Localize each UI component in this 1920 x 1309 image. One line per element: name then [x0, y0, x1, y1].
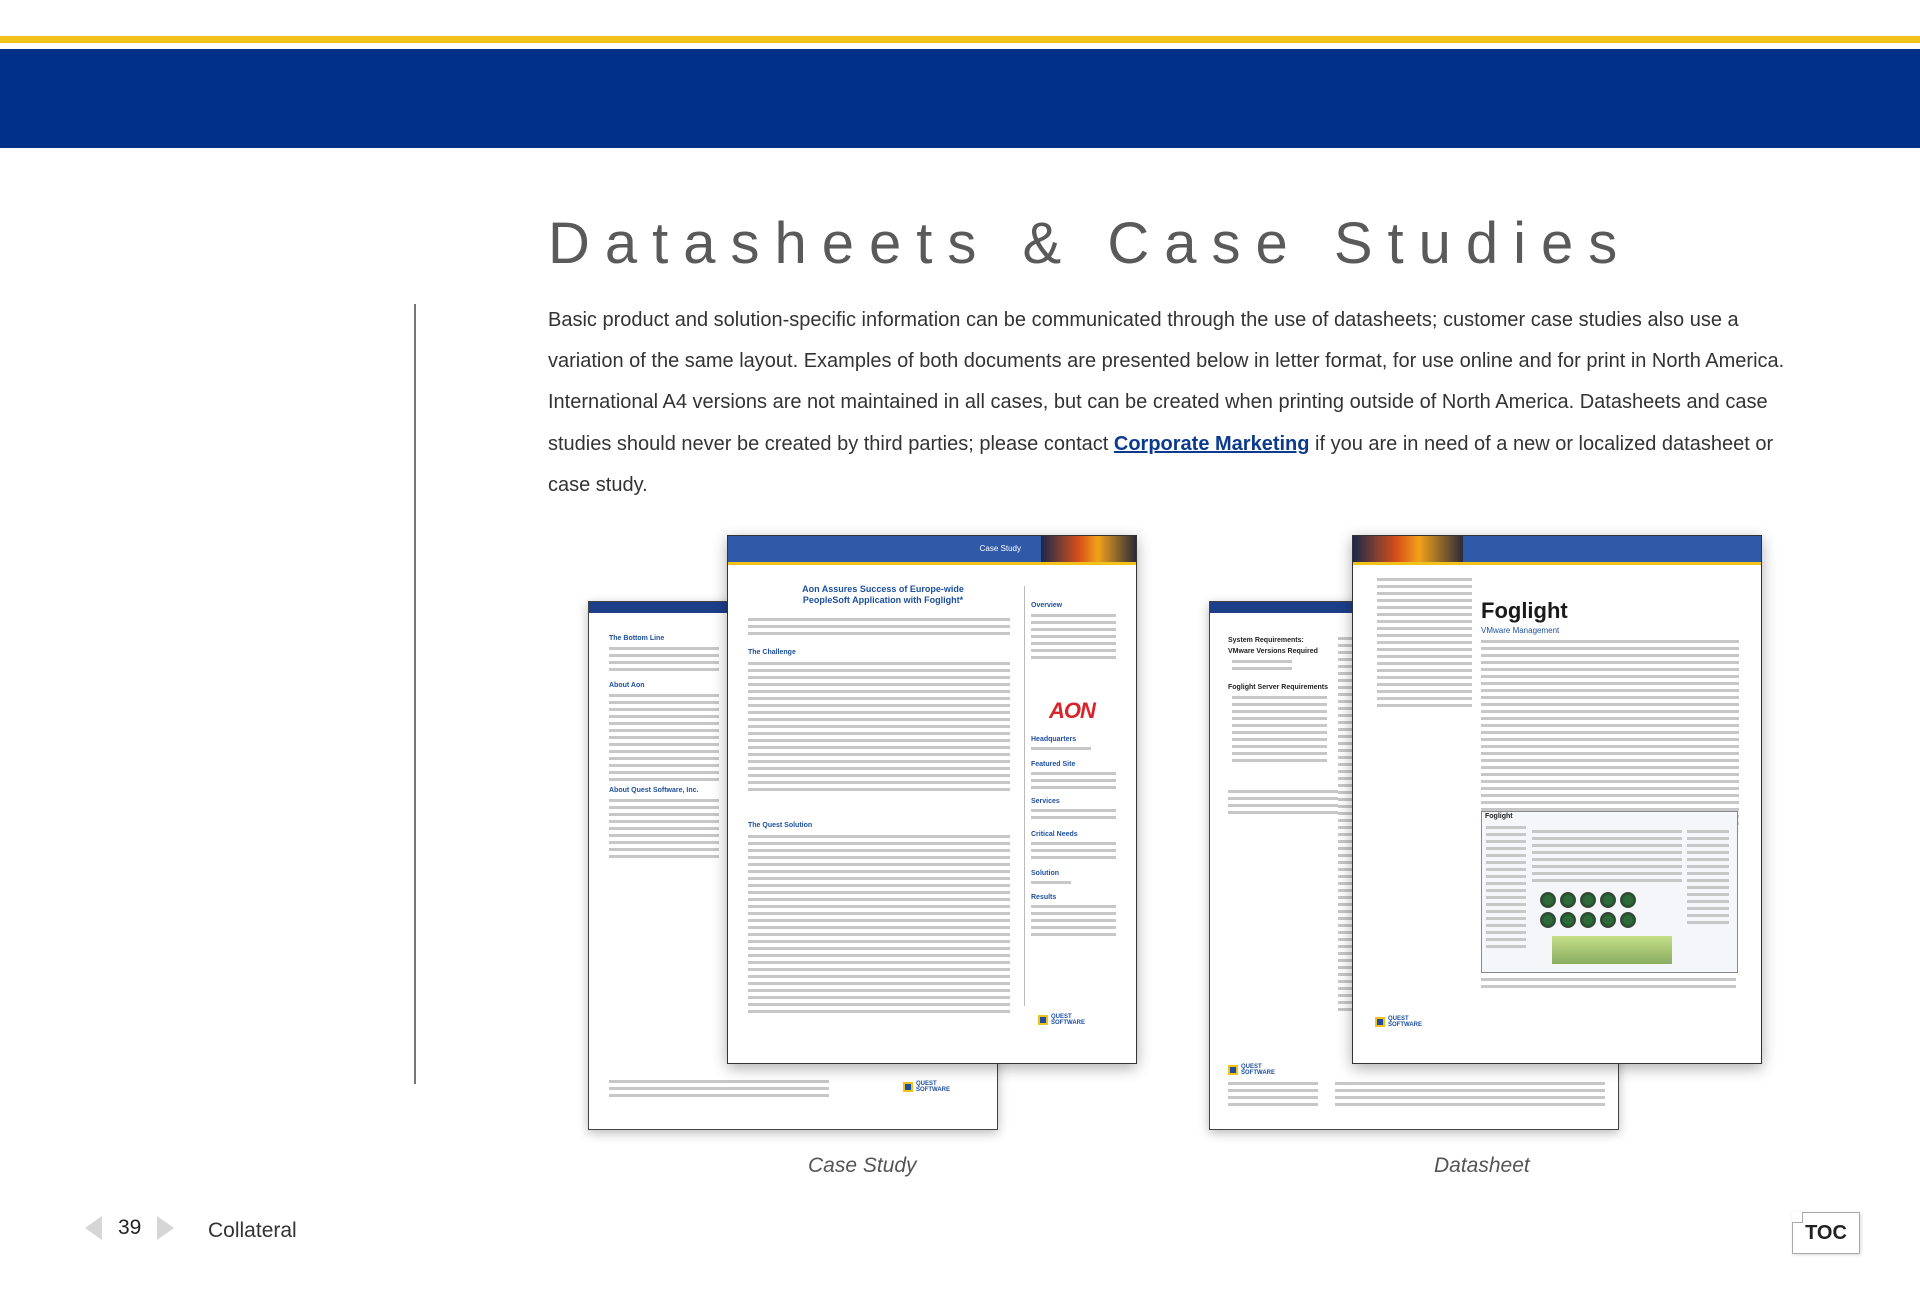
side-services: Services: [1031, 798, 1060, 805]
footer-text: [1335, 1082, 1605, 1110]
header-blue-band: [0, 49, 1920, 148]
logo-line-1: QUEST: [1388, 1016, 1409, 1022]
product-screenshot: [1481, 811, 1738, 973]
logo-line-1: QUEST: [1241, 1064, 1262, 1070]
aon-logo: AON: [1049, 698, 1095, 723]
bullet-list: [1377, 578, 1472, 711]
quest-software-logo: [903, 1081, 950, 1093]
gauge-icon: [1600, 912, 1616, 928]
logo-line-1: QUEST: [1051, 1014, 1072, 1020]
footer-text: [1228, 1082, 1318, 1110]
datasheet-front-page: [1352, 535, 1762, 1064]
header-photo: [1353, 536, 1463, 562]
text-block: [1228, 790, 1338, 818]
gauge-icon: [1580, 912, 1596, 928]
screenshot-caption: [1481, 978, 1736, 992]
quest-software-logo: [1038, 1014, 1085, 1026]
quest-software-logo: [1375, 1016, 1422, 1028]
side-overview: Overview: [1031, 602, 1063, 609]
logo-line-2: SOFTWARE: [916, 1087, 950, 1093]
screenshot-title: Foglight: [1485, 813, 1513, 820]
product-subtitle: VMware Management: [1481, 626, 1560, 635]
logo-line-2: SOFTWARE: [1388, 1022, 1422, 1028]
body-text: [748, 662, 1010, 795]
page-number: 39: [118, 1216, 142, 1239]
logo-line-2: SOFTWARE: [1051, 1020, 1085, 1026]
heading-challenge: The Challenge: [748, 649, 796, 656]
datasheet-caption: Datasheet: [1434, 1154, 1530, 1177]
intro-text-1: Basic product and solution-specific information can be communicated through the use of datasheets; customer case studies also use a variation of the same layout. Examples of both documents are presented below in letter format, for use online and for print in North America. International A4 versions are not maintained in all cases, but can be created when printing outside of North America. Datasheets and case studies should never be created by third parties; please contact: [548, 309, 1785, 455]
text-block: [609, 647, 719, 675]
gauge-icon: [1560, 912, 1576, 928]
pager: [85, 1216, 174, 1240]
sidebar: [1024, 586, 1125, 1006]
gauge-icon: [1620, 912, 1636, 928]
case-study-label: Case Study: [979, 544, 1021, 553]
header-photo: [1041, 536, 1136, 562]
side-critical-needs: Critical Needs: [1031, 831, 1078, 838]
text-block: [1232, 696, 1327, 766]
corporate-marketing-link[interactable]: Corporate Marketing: [1113, 432, 1310, 455]
toc-button[interactable]: TOC: [1792, 1212, 1860, 1254]
quest-mark-icon: [1038, 1015, 1048, 1025]
back-heading-about-aon: About Aon: [609, 682, 645, 689]
next-page-arrow-icon[interactable]: [157, 1216, 174, 1240]
heading-solution: The Quest Solution: [748, 822, 813, 829]
footer-text: [609, 1080, 829, 1101]
doc-header-stripe: [1353, 562, 1761, 565]
body-text: [748, 835, 1010, 1017]
side-headquarters: Headquarters: [1031, 736, 1077, 743]
gauge-icon: [1620, 892, 1636, 908]
back-heading-requirements: System Requirements:: [1228, 637, 1304, 644]
back-heading-about-quest: About Quest Software, Inc.: [609, 787, 699, 794]
case-study-front-page: [727, 535, 1137, 1064]
gauge-icon: [1560, 892, 1576, 908]
gauge-icon: [1580, 892, 1596, 908]
side-text: [1031, 614, 1116, 663]
case-study-doc-title: Aon Assures Success of Europe-wide PeopleSoft Application with Foglight*: [802, 584, 964, 605]
quest-software-logo: [1228, 1064, 1275, 1076]
body-text: [748, 618, 1010, 639]
quest-mark-icon: [903, 1082, 913, 1092]
margin-rule: [414, 304, 416, 1084]
case-study-caption: Case Study: [808, 1154, 917, 1177]
body-text: [1481, 640, 1739, 829]
gauge-icon: [1600, 892, 1616, 908]
previous-page-arrow-icon[interactable]: [85, 1216, 102, 1240]
logo-line-1: QUEST: [916, 1081, 937, 1087]
text-block: [609, 694, 719, 785]
quest-mark-icon: [1375, 1017, 1385, 1027]
header-yellow-stripe: [0, 36, 1920, 43]
back-heading-versions: VMware Versions Required: [1228, 648, 1318, 655]
side-featured-site: Featured Site: [1031, 761, 1076, 768]
gauge-icon: [1540, 912, 1556, 928]
page-title: Datasheets & Case Studies: [548, 211, 1633, 276]
section-name: Collateral: [208, 1219, 297, 1242]
chart-area: [1552, 936, 1672, 964]
quest-mark-icon: [1228, 1065, 1238, 1075]
intro-paragraph: [548, 300, 1813, 506]
logo-line-2: SOFTWARE: [1241, 1070, 1275, 1076]
side-results: Results: [1031, 894, 1057, 901]
product-name: Foglight: [1481, 598, 1568, 623]
gauge-icon: [1540, 892, 1556, 908]
back-heading-server: Foglight Server Requirements: [1228, 684, 1328, 691]
intro-text-2: if you are in need of a new or localized datasheet or case study.: [548, 432, 1774, 496]
doc-header-stripe: [728, 562, 1136, 565]
back-heading-bottom-line: The Bottom Line: [609, 635, 665, 642]
text-block: [609, 799, 719, 862]
side-solution: Solution: [1031, 870, 1059, 877]
text-block: [1232, 660, 1292, 674]
